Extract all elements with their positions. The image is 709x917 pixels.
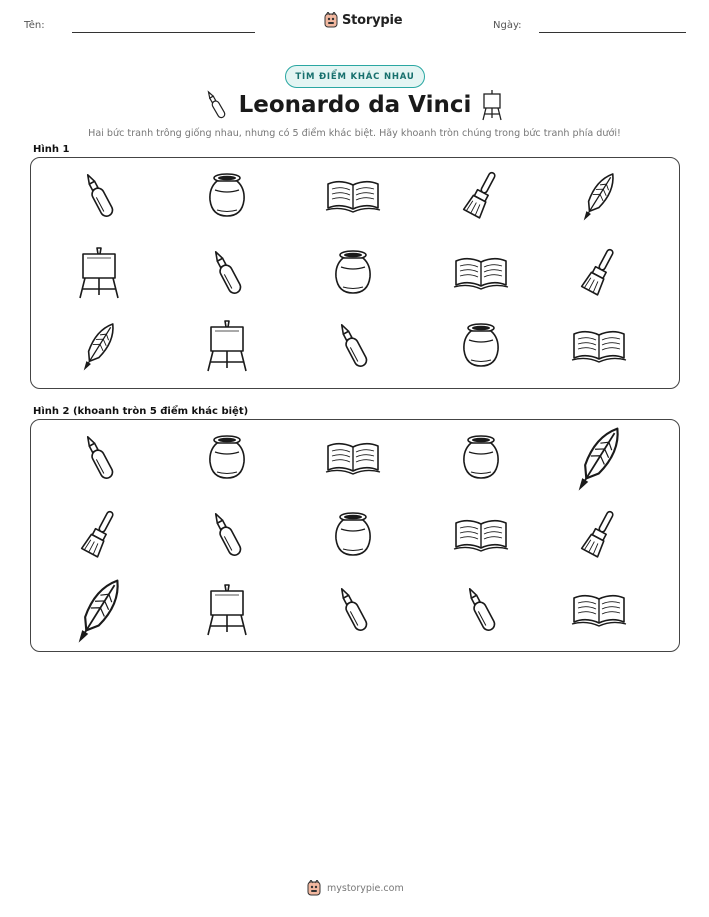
chisel-icon[interactable] [69, 428, 129, 488]
easel-icon[interactable] [197, 580, 257, 640]
instructions: Hai bức tranh trông giống nhau, nhưng có 5 điểm khác biệt. Hãy khoanh tròn chúng trong bức tranh phía dưới! [88, 128, 621, 139]
book-icon[interactable] [451, 243, 511, 303]
title-chisel-icon [203, 88, 229, 122]
date-field[interactable] [539, 32, 686, 33]
picture-2-panel[interactable] [30, 419, 680, 652]
worksheet-type-badge: TÌM ĐIỂM KHÁC NHAU [285, 65, 425, 88]
pot-icon[interactable] [451, 428, 511, 488]
date-label: Ngày: [493, 20, 522, 31]
storypie-mascot-icon [307, 880, 321, 896]
name-label: Tên: [24, 20, 45, 31]
picture-1-panel[interactable] [30, 157, 680, 389]
chisel-icon[interactable] [323, 580, 383, 640]
chisel-icon[interactable] [323, 316, 383, 376]
pot-icon[interactable] [197, 166, 257, 226]
pot-icon[interactable] [451, 316, 511, 376]
book-icon[interactable] [451, 505, 511, 565]
brush-icon[interactable] [451, 166, 511, 226]
quill-icon[interactable] [569, 166, 629, 226]
brush-icon[interactable] [569, 505, 629, 565]
easel-icon[interactable] [69, 243, 129, 303]
brand-name: Storypie [342, 12, 403, 28]
chisel-icon[interactable] [451, 580, 511, 640]
quill-icon[interactable] [69, 316, 129, 376]
book-icon[interactable] [323, 428, 383, 488]
chisel-icon[interactable] [197, 243, 257, 303]
footer-site: mystorypie.com [327, 882, 404, 894]
picture-2-label: Hình 2 (khoanh tròn 5 điểm khác biệt) [33, 406, 249, 417]
footer [307, 880, 404, 896]
chisel-icon[interactable] [197, 505, 257, 565]
name-field[interactable] [72, 32, 255, 33]
pot-icon[interactable] [197, 428, 257, 488]
brush-icon[interactable] [569, 243, 629, 303]
book-icon[interactable] [323, 166, 383, 226]
storypie-mascot-icon [324, 12, 338, 28]
chisel-icon[interactable] [69, 166, 129, 226]
book-icon[interactable] [569, 580, 629, 640]
quill-icon[interactable] [559, 418, 639, 498]
book-icon[interactable] [569, 316, 629, 376]
storypie-logo [324, 12, 402, 28]
quill-icon[interactable] [59, 570, 139, 650]
easel-icon[interactable] [197, 316, 257, 376]
brush-icon[interactable] [69, 505, 129, 565]
pot-icon[interactable] [323, 505, 383, 565]
title-easel-icon [479, 88, 505, 122]
page-title: Leonardo da Vinci [238, 92, 472, 118]
picture-1-label: Hình 1 [33, 144, 70, 155]
pot-icon[interactable] [323, 243, 383, 303]
